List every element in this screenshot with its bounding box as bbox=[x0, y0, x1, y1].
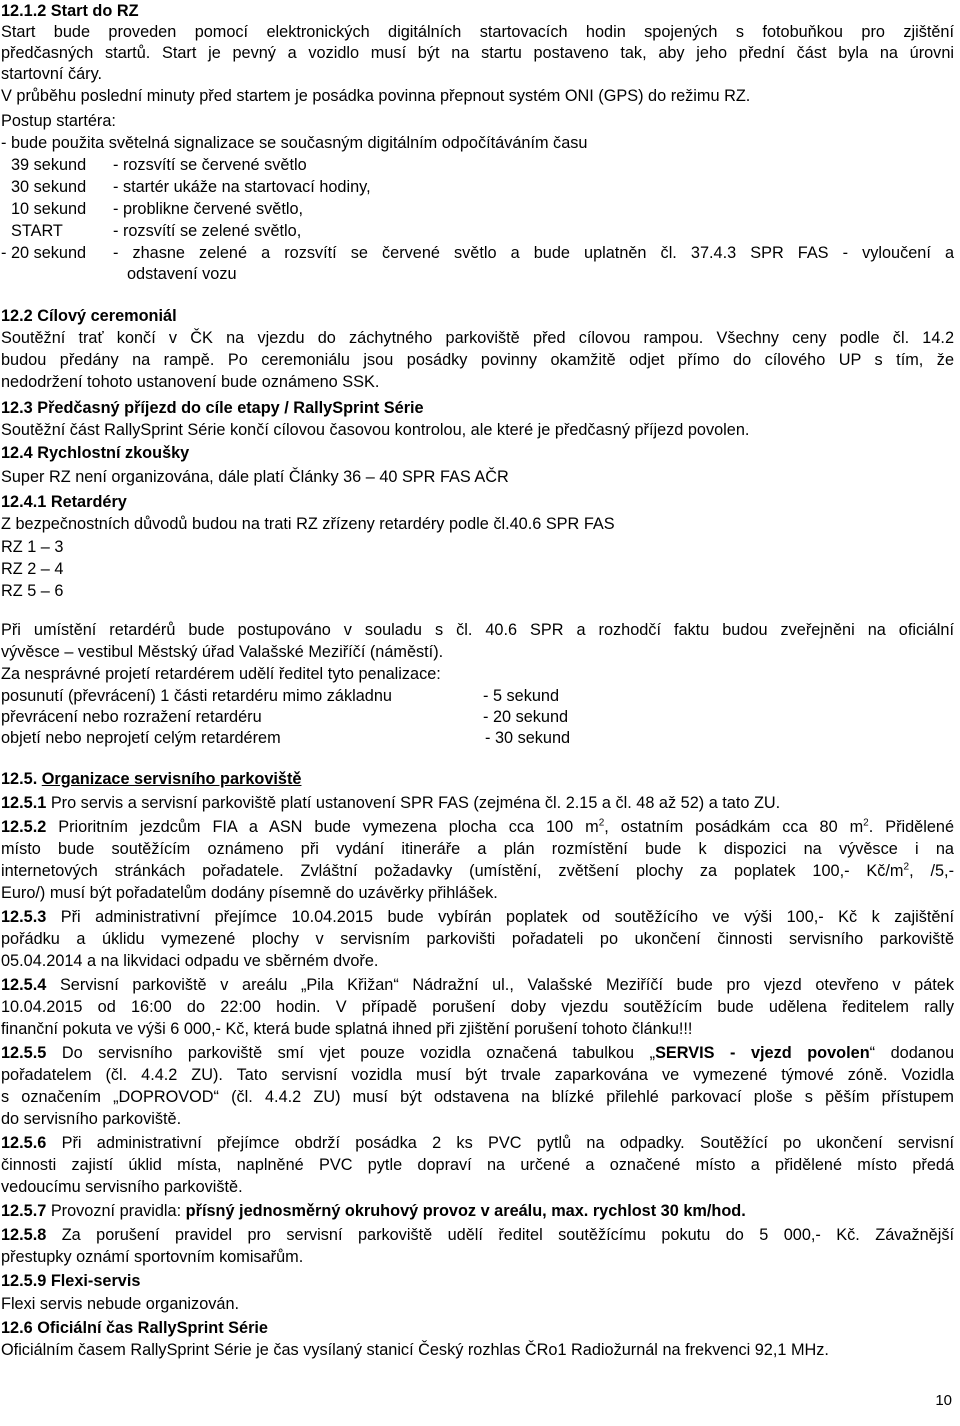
paragraph-line bbox=[1, 1133, 954, 1154]
paragraph-line: s označením „DOPROVOD“ (čl. 4.4.2 ZU) musí být odstavena na blízké přilehlé parkovací ploše s pěším přístupem bbox=[1, 1088, 954, 1106]
paragraph-line: V průběhu poslední minuty před startem je posádka povinna přepnout systém ONI (GPS) do režimu RZ. bbox=[1, 87, 751, 105]
item-number: 12.5.5 bbox=[1, 1044, 47, 1062]
paragraph-line: Při umístění retardérů bude postupováno v souladu s čl. 40.6 SPR a rozhodčí faktu budou zveřejněni na oficiální bbox=[1, 621, 954, 639]
item-text: Při administrativní přejímce 10.04.2015 bude vybírán poplatek od soutěžícího ve výši 100,- Kč k zajištění bbox=[60, 908, 954, 926]
item-number: 12.5.7 bbox=[1, 1202, 47, 1220]
item-text: , /5,- bbox=[909, 862, 954, 880]
paragraph-line: Oficiálním časem RallySprint Série je čas vysílaný stanicí Český rozhlas ČRo1 Radiožurnál na frekvenci 92,1 MHz. bbox=[1, 1341, 829, 1359]
paragraph-line: pořadatelem (čl. 4.4.2 ZU). Tato servisní vozidla musí být trvale zaparkována ve vymezené týmové zóně. Vozidla bbox=[1, 1066, 954, 1084]
section-heading bbox=[1, 492, 954, 513]
paragraph-line: do servisního parkoviště. bbox=[1, 1110, 182, 1128]
item-number: 12.5.4 bbox=[1, 976, 47, 994]
paragraph-line bbox=[1, 817, 954, 838]
step-text: - startér ukáže na startovací hodiny, bbox=[113, 178, 371, 196]
superscript: 2 bbox=[863, 817, 869, 829]
paragraph-line: Flexi servis nebude organizován. bbox=[1, 1295, 240, 1313]
item-text: Servisní parkoviště v areálu „Pila Křižan“ Nádražní ul., Valašské Meziříčí bude pro vjezd otevřeno v pátek bbox=[59, 976, 954, 994]
superscript: 2 bbox=[903, 861, 910, 873]
paragraph-line: Super RZ není organizována, dále platí Články 36 – 40 SPR FAS AČR bbox=[1, 468, 509, 486]
item-text: Prioritním jezdcům FIA a ASN bude vymezena plocha cca 100 m bbox=[58, 818, 599, 836]
paragraph-line: činnosti zajistí úklid místa, naplněné PVC pytle dopraví na určené a označené místo a přidělené místo předá bbox=[1, 1156, 954, 1174]
paragraph-line: pořádku a úklidu vymezené plochy v servisním parkovišti pořadateli po ukončení činnosti servisního parkoviště bbox=[1, 930, 954, 948]
section-number: 12.2 bbox=[1, 307, 33, 325]
step-time: 39 sekund bbox=[11, 156, 87, 174]
section-title: Organizace servisního parkoviště bbox=[41, 770, 302, 788]
item-text: “ dodanou bbox=[869, 1044, 954, 1062]
item-text: Pro servis a servisní parkoviště platí ustanovení SPR FAS (zejména čl. 2.15 a čl. 48 až 52) a tato ZU. bbox=[50, 794, 781, 812]
penalty-label: posunutí (převrácení) 1 části retardéru mimo základnu bbox=[1, 687, 392, 705]
paragraph-line: finanční pokuta ve výši 6 000,- Kč, která bude splatná ihned při zjištění porušení tohoto článku!!! bbox=[1, 1020, 693, 1038]
paragraph-line: - bude použita světelná signalizace se současným digitálním odpočítáváním času bbox=[1, 134, 588, 152]
paragraph-line: místo bude soutěžícím oznámeno při vydání itineráře a plán rozmístění bude k dispozici na vývěsce i na bbox=[1, 840, 954, 858]
paragraph-line: Za nesprávné projetí retardérem udělí ředitel tyto penalizace: bbox=[1, 665, 441, 683]
rz-item: RZ 5 – 6 bbox=[1, 582, 64, 600]
section-title: Předčasný příjezd do cíle etapy / RallySprint Série bbox=[37, 399, 424, 417]
penalty-row bbox=[1, 728, 954, 749]
paragraph-line: startovní čáry. bbox=[1, 65, 103, 83]
step-text: - rozsvítí se červené světlo bbox=[113, 156, 307, 174]
item-bold-text: přísný jednosměrný okruhový provoz v areálu, max. rychlost 30 km/hod. bbox=[185, 1202, 746, 1220]
step-time: - 20 sekund bbox=[1, 244, 87, 262]
paragraph-line bbox=[1, 861, 954, 882]
item-text: Provozní pravidla: bbox=[50, 1202, 186, 1220]
section-number: 12.5. bbox=[1, 770, 38, 788]
section-heading bbox=[1, 443, 954, 464]
section-title: Flexi-servis bbox=[50, 1272, 141, 1290]
item-text: Při administrativní přejímce obdrží posádka 2 ks PVC pytlů na odpadky. Soutěžící po ukončení servisní bbox=[61, 1134, 954, 1152]
section-title: Oficiální čas RallySprint Série bbox=[37, 1319, 268, 1337]
step-text: - zhasne zelené a rozsvítí se červené světlo a bude uplatněn čl. 37.4.3 SPR FAS - vyloučení a bbox=[113, 244, 954, 262]
penalty-row bbox=[1, 686, 954, 707]
item-number: 12.5.1 bbox=[1, 794, 47, 812]
section-heading bbox=[1, 1271, 954, 1292]
section-title: Retardéry bbox=[50, 493, 127, 511]
rz-item: RZ 2 – 4 bbox=[1, 560, 64, 578]
paragraph-line bbox=[1, 1043, 954, 1064]
item-number: 12.5.8 bbox=[1, 1226, 47, 1244]
paragraph-line: vývěsce – vestibul Městský úřad Valašské Meziříčí (náměstí). bbox=[1, 643, 444, 661]
penalty-value: - 30 sekund bbox=[485, 729, 571, 747]
section-title: Rychlostní zkoušky bbox=[37, 444, 190, 462]
section-number: 12.4.1 bbox=[1, 493, 47, 511]
item-number: 12.5.3 bbox=[1, 908, 47, 926]
item-text: , ostatním posádkám cca 80 m bbox=[604, 818, 864, 836]
paragraph-line: Z bezpečnostních důvodů budou na trati RZ zřízeny retardéry podle čl.40.6 SPR FAS bbox=[1, 515, 615, 533]
section-heading bbox=[1, 398, 954, 419]
step-time: START bbox=[11, 222, 63, 240]
item-text: internetových stránkách pořadatele. Zvláštní požadavky (umístění, zvětšení plochy za poplatek 100,- Kč/m bbox=[1, 862, 904, 880]
paragraph-line: nedodržení tohoto ustanovení bude oznámeno SSK. bbox=[1, 373, 380, 391]
item-number: 12.5.2 bbox=[1, 818, 47, 836]
rz-item: RZ 1 – 3 bbox=[1, 538, 64, 556]
section-title: Cílový ceremoniál bbox=[37, 307, 177, 325]
step-text: - problikne červené světlo, bbox=[113, 200, 304, 218]
page-number: 10 bbox=[935, 1392, 952, 1409]
penalty-value: - 5 sekund bbox=[483, 687, 560, 705]
paragraph-line: přestupky oznámí sportovním komisařům. bbox=[1, 1248, 304, 1266]
section-number: 12.4 bbox=[1, 444, 33, 462]
penalty-label: převrácení nebo rozražení retardéru bbox=[1, 708, 262, 726]
section-heading bbox=[1, 306, 954, 327]
paragraph-line: 10.04.2015 od 16:00 do 22:00 hodin. V případě porušení doby vjezdu soutěžícím bude udělena ředitelem rally bbox=[1, 998, 954, 1016]
paragraph-line: Euro/) musí být pořadatelům dodány písemně do uzávěrky přihlášek. bbox=[1, 884, 498, 902]
paragraph-line: předčasných startů. Start je pevný a vozidlo musí být na startu postaveno tak, aby jeho přední část byla na úrovni bbox=[1, 44, 954, 62]
paragraph-line: Soutěžní část RallySprint Série končí cílovou časovou kontrolou, ale které je předčasný příjezd povolen. bbox=[1, 421, 750, 439]
paragraph-line: vedoucímu servisního parkoviště. bbox=[1, 1178, 243, 1196]
penalty-row bbox=[1, 707, 954, 728]
item-text: Za porušení pravidel pro servisní parkoviště udělí ředitel soutěžícímu pokutu do 5 000,- Kč. Závažnější bbox=[61, 1226, 954, 1244]
step-text: odstavení vozu bbox=[127, 265, 237, 283]
step-text: - rozsvítí se zelené světlo, bbox=[113, 222, 302, 240]
penalty-label: objetí nebo neprojetí celým retardérem bbox=[1, 729, 281, 747]
section-heading bbox=[1, 769, 954, 790]
paragraph-line bbox=[1, 907, 954, 928]
paragraph-line bbox=[1, 975, 954, 996]
paragraph-line: Soutěžní trať končí v ČK na vjezdu do záchytného parkoviště před cílovou rampou. Všechny ceny podle čl. 14.2 bbox=[1, 329, 954, 347]
paragraph-line: Start bude proveden pomocí elektronických digitálních startovacích hodin spojených s fotobuňkou pro zjištění bbox=[1, 23, 954, 41]
step-time: 10 sekund bbox=[11, 200, 87, 218]
penalty-value: - 20 sekund bbox=[483, 708, 569, 726]
paragraph-line bbox=[1, 1225, 954, 1246]
item-number: 12.5.6 bbox=[1, 1134, 47, 1152]
postup-label: Postup startéra: bbox=[1, 112, 116, 130]
section-heading bbox=[1, 1318, 954, 1339]
item-text: . Přidělené bbox=[868, 818, 954, 836]
section-number: 12.6 bbox=[1, 1319, 33, 1337]
servis-label: SERVIS - vjezd povolen bbox=[655, 1044, 870, 1062]
paragraph-line bbox=[1, 793, 954, 814]
paragraph-line: 05.04.2014 a na likvidaci odpadu ve sběrném dvoře. bbox=[1, 952, 379, 970]
paragraph-line bbox=[1, 1201, 954, 1222]
section-number: 12.3 bbox=[1, 399, 33, 417]
item-text: Do servisního parkoviště smí vjet pouze vozidla označená tabulkou „ bbox=[61, 1044, 656, 1062]
section-number: 12.5.9 bbox=[1, 1272, 47, 1290]
section-heading: 12.1.2 Start do RZ bbox=[1, 2, 139, 20]
step-time: 30 sekund bbox=[11, 178, 87, 196]
superscript: 2 bbox=[598, 817, 605, 829]
paragraph-line: budou předány na rampě. Po ceremoniálu jsou posádky povinny okamžitě odjet přímo do cílového UP s tím, že bbox=[1, 351, 954, 369]
